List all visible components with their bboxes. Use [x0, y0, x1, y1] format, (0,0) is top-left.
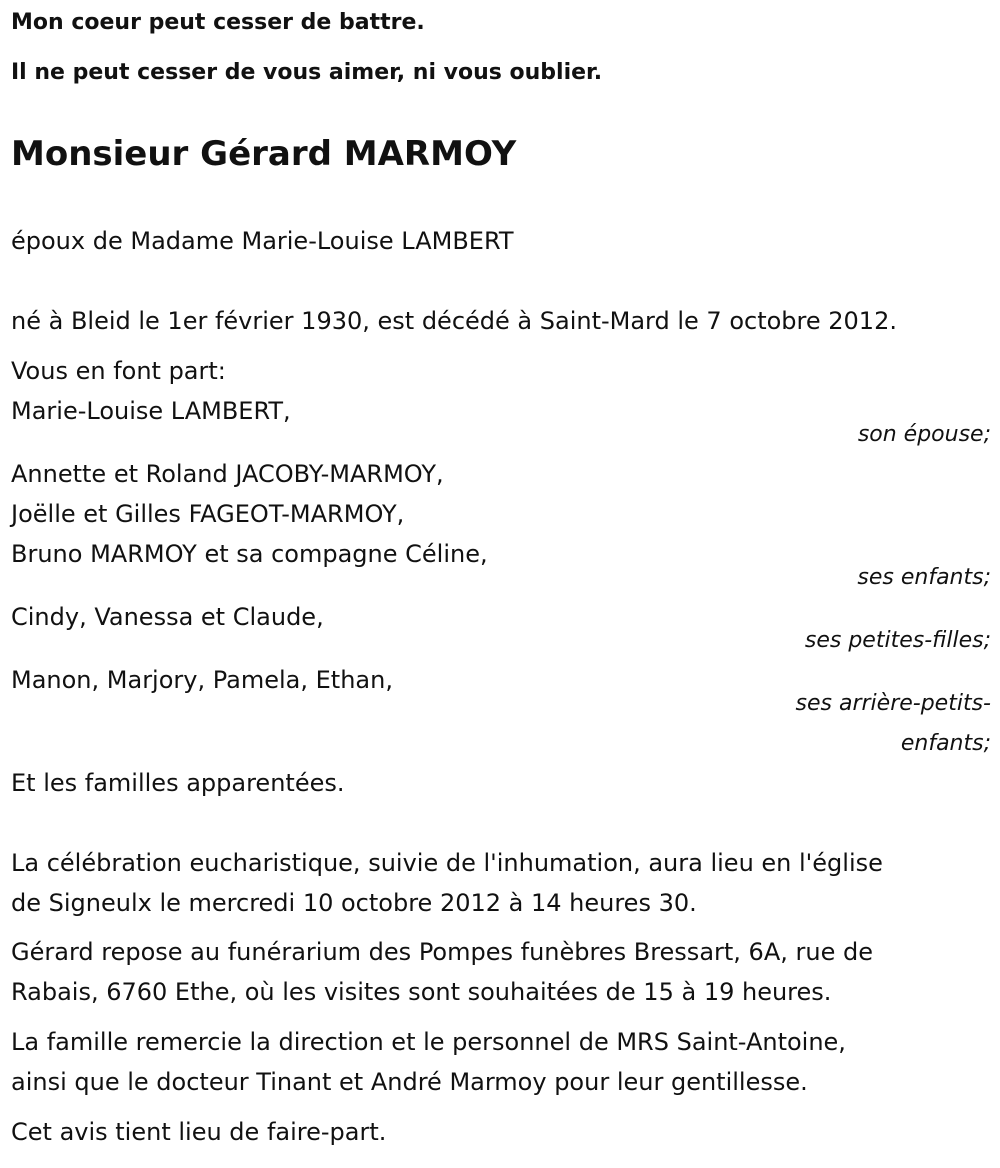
- role-great-grandchildren-line-1: ses arrière-petits-: [795, 691, 991, 716]
- child-1: Annette et Roland JACOBY-MARMOY,: [11, 460, 444, 488]
- role-children: ses enfants;: [857, 565, 991, 590]
- birth-death-line: né à Bleid le 1er février 1930, est décédé à Saint-Mard le 7 octobre 2012.: [11, 307, 897, 335]
- visitation-line-2: Rabais, 6760 Ethe, où les visites sont souhaitées de 15 à 19 heures.: [11, 978, 832, 1006]
- thanks-line-2: ainsi que le docteur Tinant et André Marmoy pour leur gentillesse.: [11, 1068, 808, 1096]
- ceremony-line-1: La célébration eucharistique, suivie de l'inhumation, aura lieu en l'église: [11, 849, 883, 877]
- granddaughters-line: Cindy, Vanessa et Claude,: [11, 603, 324, 631]
- child-3: Bruno MARMOY et sa compagne Céline,: [11, 540, 488, 568]
- announcers-intro: Vous en font part:: [11, 357, 226, 385]
- deceased-name: Monsieur Gérard MARMOY: [11, 134, 517, 174]
- role-spouse: son épouse;: [857, 422, 991, 447]
- child-2: Joëlle et Gilles FAGEOT-MARMOY,: [11, 500, 405, 528]
- closing-line: Cet avis tient lieu de faire-part.: [11, 1118, 387, 1146]
- great-grandchildren-line: Manon, Marjory, Pamela, Ethan,: [11, 666, 393, 694]
- ceremony-line-2: de Signeulx le mercredi 10 octobre 2012 à 14 heures 30.: [11, 889, 697, 917]
- quote-line-1: Mon coeur peut cesser de battre.: [11, 10, 425, 35]
- visitation-line-1: Gérard repose au funérarium des Pompes funèbres Bressart, 6A, rue de: [11, 938, 873, 966]
- related-families: Et les familles apparentées.: [11, 769, 345, 797]
- spouse-line: époux de Madame Marie-Louise LAMBERT: [11, 227, 514, 255]
- quote-line-2: Il ne peut cesser de vous aimer, ni vous oublier.: [11, 60, 603, 85]
- announcer-spouse: Marie-Louise LAMBERT,: [11, 397, 291, 425]
- role-granddaughters: ses petites-filles;: [804, 628, 991, 653]
- role-great-grandchildren-line-2: enfants;: [900, 731, 991, 756]
- thanks-line-1: La famille remercie la direction et le personnel de MRS Saint-Antoine,: [11, 1028, 846, 1056]
